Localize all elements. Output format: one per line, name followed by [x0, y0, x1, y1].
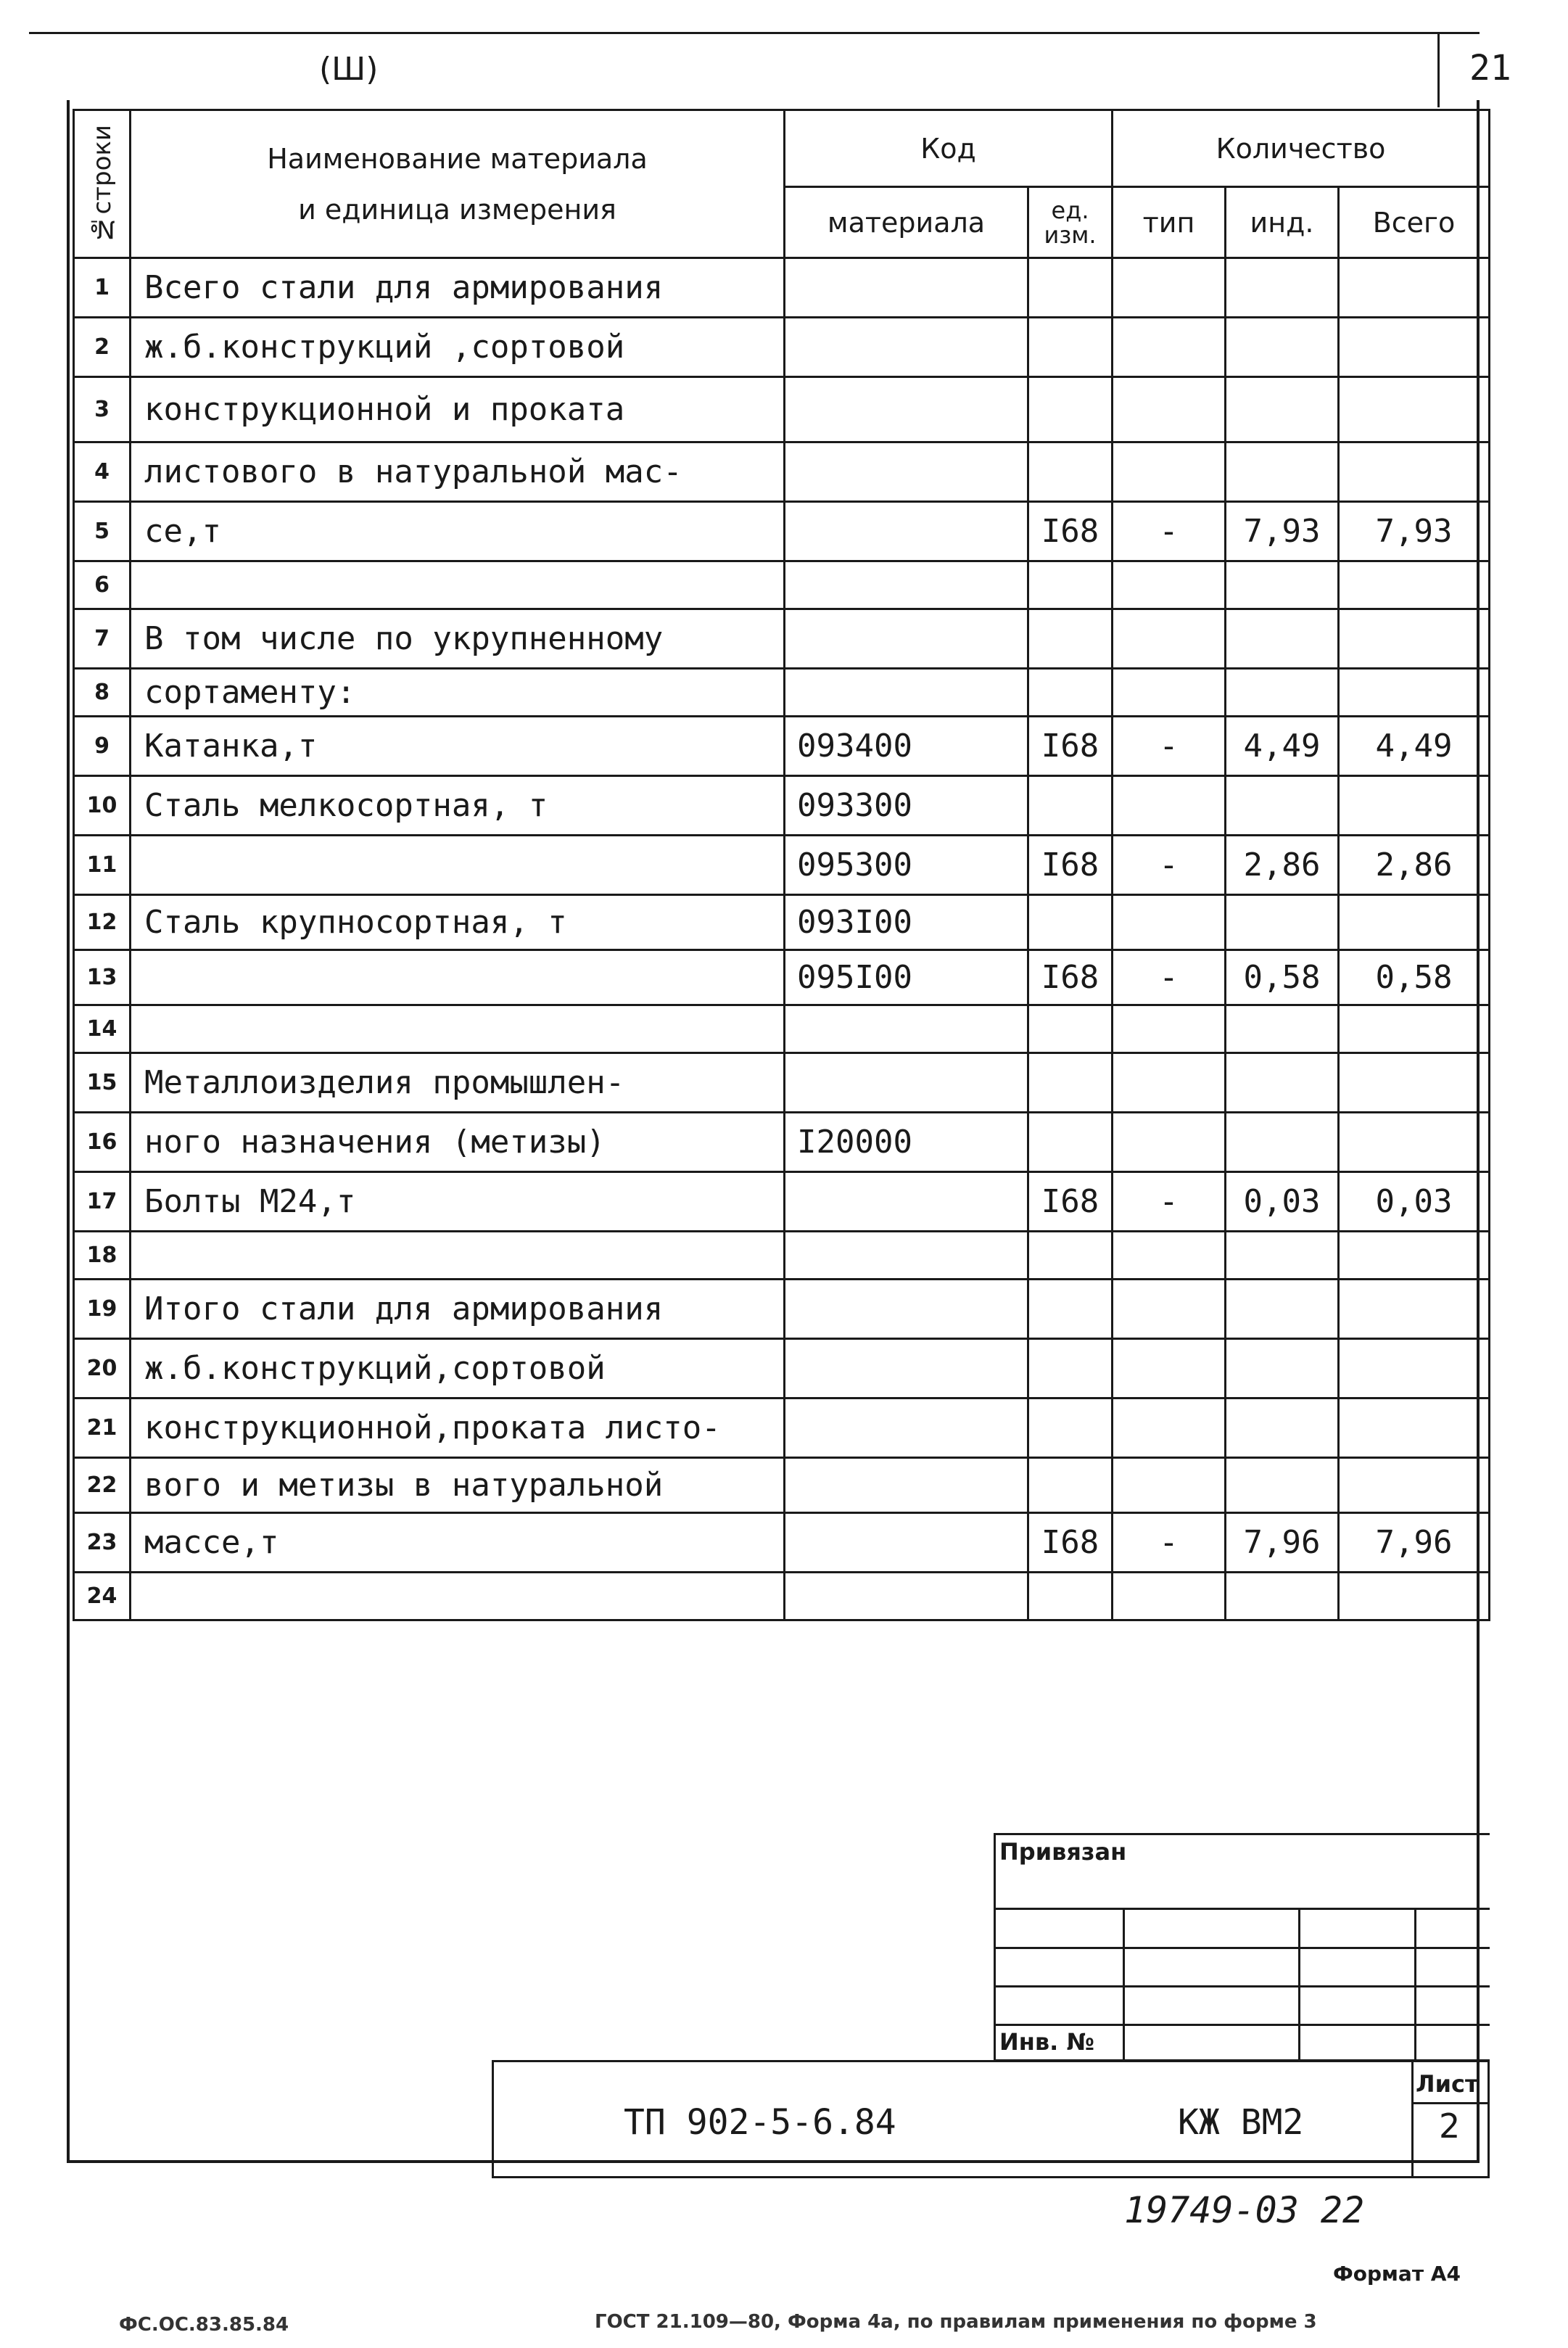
row-number: 22	[74, 1458, 131, 1513]
qty-total	[1339, 1005, 1490, 1053]
qty-ind	[1226, 895, 1339, 950]
qty-ind	[1226, 258, 1339, 318]
row-number: 21	[74, 1398, 131, 1458]
unit-code	[1028, 1398, 1113, 1458]
footer-left: ФС.ОС.83.85.84	[119, 2314, 289, 2336]
unit-code: I68	[1028, 1172, 1113, 1232]
material-code	[785, 1573, 1028, 1620]
sheet-number: 2	[1439, 2106, 1461, 2146]
material-code: 095I00	[785, 950, 1028, 1005]
table-row	[74, 1172, 1490, 1232]
material-code	[785, 1339, 1028, 1398]
material-code	[785, 1005, 1028, 1053]
code-material-header: материала	[785, 187, 1028, 258]
row-number-header: №строки	[74, 110, 131, 258]
table-row	[74, 377, 1490, 442]
material-code: 093400	[785, 717, 1028, 776]
unit-code	[1028, 318, 1113, 377]
unit-code	[1028, 1573, 1113, 1620]
row-number: 10	[74, 776, 131, 836]
material-name: ж.б.конструкций,сортовой	[131, 1339, 785, 1398]
qty-type: -	[1113, 502, 1226, 561]
code-unit-header: ед. изм.	[1028, 187, 1113, 258]
material-code	[785, 258, 1028, 318]
unit-code	[1028, 776, 1113, 836]
order-number: 19749-03 22	[1124, 2189, 1365, 2231]
qty-total	[1339, 1458, 1490, 1513]
material-code: 093300	[785, 776, 1028, 836]
material-name	[131, 836, 785, 895]
material-name: Сталь мелкосортная, т	[131, 776, 785, 836]
material-code	[785, 1053, 1028, 1113]
qty-type	[1113, 1458, 1226, 1513]
qty-type	[1113, 1573, 1226, 1620]
material-name: Металлоизделия промышлен-	[131, 1053, 785, 1113]
qty-total-header: Всего	[1339, 187, 1490, 258]
unit-code: I68	[1028, 836, 1113, 895]
row-number: 13	[74, 950, 131, 1005]
material-name	[131, 561, 785, 609]
material-code	[785, 1172, 1028, 1232]
qty-ind	[1226, 1232, 1339, 1280]
qty-type-header: тип	[1113, 187, 1226, 258]
qty-type: -	[1113, 717, 1226, 776]
unit-code: I68	[1028, 1513, 1113, 1573]
inv-label: Инв. №	[999, 2028, 1094, 2056]
table-row	[74, 442, 1490, 502]
bound-label: Привязан	[999, 1838, 1127, 1866]
qty-ind: 0,58	[1226, 950, 1339, 1005]
qty-total	[1339, 895, 1490, 950]
qty-type: -	[1113, 1172, 1226, 1232]
qty-total: 0,58	[1339, 950, 1490, 1005]
unit-code	[1028, 609, 1113, 669]
sheet-label-line	[1411, 2102, 1490, 2104]
unit-code	[1028, 258, 1113, 318]
table-row	[74, 836, 1490, 895]
row-number: 5	[74, 502, 131, 561]
row-number: 23	[74, 1513, 131, 1573]
material-code: 095300	[785, 836, 1028, 895]
material-code	[785, 442, 1028, 502]
qty-total	[1339, 1280, 1490, 1339]
name-header: Наименование материала и единица измерения	[131, 110, 785, 258]
table-row	[74, 1280, 1490, 1339]
qty-ind	[1226, 1053, 1339, 1113]
table-row	[74, 1458, 1490, 1513]
table-row	[74, 1113, 1490, 1172]
row-number: 7	[74, 609, 131, 669]
qty-ind: 7,96	[1226, 1513, 1339, 1573]
material-code: I20000	[785, 1113, 1028, 1172]
page-number: 21	[1469, 48, 1511, 88]
row-number: 8	[74, 669, 131, 717]
row-number: 20	[74, 1339, 131, 1398]
unit-code	[1028, 1339, 1113, 1398]
row-number: 4	[74, 442, 131, 502]
qty-total: 0,03	[1339, 1172, 1490, 1232]
table-row	[74, 258, 1490, 318]
row-number: 24	[74, 1573, 131, 1620]
qty-ind	[1226, 609, 1339, 669]
row-number: 11	[74, 836, 131, 895]
table-row	[74, 318, 1490, 377]
sheet-code: КЖ ВМ2	[1178, 2102, 1304, 2143]
material-name: сортаменту:	[131, 669, 785, 717]
table-row	[74, 895, 1490, 950]
unit-code	[1028, 669, 1113, 717]
qty-type	[1113, 1280, 1226, 1339]
material-name: Итого стали для армирования	[131, 1280, 785, 1339]
row-number: 6	[74, 561, 131, 609]
unit-code: I68	[1028, 950, 1113, 1005]
qty-type: -	[1113, 836, 1226, 895]
unit-code: I68	[1028, 717, 1113, 776]
qty-ind	[1226, 669, 1339, 717]
unit-code	[1028, 1005, 1113, 1053]
row-number: 15	[74, 1053, 131, 1113]
table-row	[74, 1232, 1490, 1280]
material-name: листового в натуральной мас-	[131, 442, 785, 502]
qty-type	[1113, 895, 1226, 950]
qty-ind	[1226, 1113, 1339, 1172]
unit-code	[1028, 1232, 1113, 1280]
table-row	[74, 669, 1490, 717]
table-row	[74, 502, 1490, 561]
qty-total	[1339, 258, 1490, 318]
unit-code	[1028, 1458, 1113, 1513]
format-label: Формат А4	[1333, 2262, 1461, 2286]
material-code	[785, 318, 1028, 377]
code-header: Код	[785, 110, 1113, 187]
material-name: ного назначения (метизы)	[131, 1113, 785, 1172]
material-code	[785, 377, 1028, 442]
unit-code	[1028, 1053, 1113, 1113]
material-name: Всего стали для армирования	[131, 258, 785, 318]
material-code	[785, 502, 1028, 561]
table-row	[74, 1339, 1490, 1398]
row-number: 9	[74, 717, 131, 776]
qty-ind	[1226, 1280, 1339, 1339]
qty-type: -	[1113, 1513, 1226, 1573]
material-name: вого и метизы в натуральной	[131, 1458, 785, 1513]
row-number: 16	[74, 1113, 131, 1172]
material-name: конструкционной и проката	[131, 377, 785, 442]
material-code: 093I00	[785, 895, 1028, 950]
bound-col-1	[1123, 1908, 1125, 2061]
material-code	[785, 1513, 1028, 1573]
bound-col-2	[1298, 1908, 1300, 2061]
qty-type	[1113, 1053, 1226, 1113]
qty-total	[1339, 1232, 1490, 1280]
top-label: (Ш)	[319, 51, 379, 88]
qty-type: -	[1113, 950, 1226, 1005]
table-row	[74, 1053, 1490, 1113]
table-row	[74, 1398, 1490, 1458]
spec-table	[73, 109, 1490, 1621]
unit-code	[1028, 442, 1113, 502]
unit-code	[1028, 1113, 1113, 1172]
table-row	[74, 717, 1490, 776]
qty-type	[1113, 561, 1226, 609]
spec-rows	[74, 258, 1490, 1620]
material-code	[785, 561, 1028, 609]
row-number: 2	[74, 318, 131, 377]
qty-total	[1339, 318, 1490, 377]
qty-type	[1113, 1398, 1226, 1458]
qty-total	[1339, 442, 1490, 502]
material-code	[785, 1232, 1028, 1280]
qty-total: 4,49	[1339, 717, 1490, 776]
qty-type	[1113, 669, 1226, 717]
unit-code	[1028, 1280, 1113, 1339]
row-number: 17	[74, 1172, 131, 1232]
table-row	[74, 1573, 1490, 1620]
material-name: Катанка,т	[131, 717, 785, 776]
qty-total	[1339, 1573, 1490, 1620]
qty-type	[1113, 1113, 1226, 1172]
row-number: 14	[74, 1005, 131, 1053]
qty-type	[1113, 776, 1226, 836]
quantity-header: Количество	[1113, 110, 1490, 187]
page-number-divider	[1437, 33, 1440, 107]
material-name	[131, 1573, 785, 1620]
material-name	[131, 950, 785, 1005]
qty-total	[1339, 1053, 1490, 1113]
qty-total: 2,86	[1339, 836, 1490, 895]
bound-col-3	[1414, 1908, 1416, 2061]
qty-type	[1113, 1339, 1226, 1398]
table-row	[74, 776, 1490, 836]
qty-total	[1339, 1398, 1490, 1458]
material-code	[785, 609, 1028, 669]
doc-code: ТП 902-5-6.84	[624, 2102, 896, 2143]
material-name: конструкционной,проката листо-	[131, 1398, 785, 1458]
qty-total	[1339, 561, 1490, 609]
material-code	[785, 1398, 1028, 1458]
material-name: В том числе по укрупненному	[131, 609, 785, 669]
qty-ind-header: инд.	[1226, 187, 1339, 258]
qty-ind: 0,03	[1226, 1172, 1339, 1232]
qty-total	[1339, 609, 1490, 669]
table-row	[74, 950, 1490, 1005]
table-row	[74, 609, 1490, 669]
material-code	[785, 669, 1028, 717]
table-row	[74, 1005, 1490, 1053]
qty-ind	[1226, 1005, 1339, 1053]
qty-total	[1339, 1339, 1490, 1398]
qty-ind	[1226, 318, 1339, 377]
row-number: 1	[74, 258, 131, 318]
qty-ind	[1226, 1573, 1339, 1620]
table-row	[74, 561, 1490, 609]
qty-total	[1339, 377, 1490, 442]
qty-total: 7,93	[1339, 502, 1490, 561]
table-row	[74, 1513, 1490, 1573]
material-name	[131, 1232, 785, 1280]
qty-type	[1113, 377, 1226, 442]
qty-total: 7,96	[1339, 1513, 1490, 1573]
unit-code	[1028, 895, 1113, 950]
qty-type	[1113, 442, 1226, 502]
qty-ind	[1226, 1398, 1339, 1458]
qty-ind: 2,86	[1226, 836, 1339, 895]
top-border	[29, 32, 1480, 34]
material-code	[785, 1458, 1028, 1513]
qty-ind: 7,93	[1226, 502, 1339, 561]
material-name: ж.б.конструкций ,сортовой	[131, 318, 785, 377]
qty-ind	[1226, 776, 1339, 836]
qty-total	[1339, 776, 1490, 836]
row-number: 3	[74, 377, 131, 442]
qty-type	[1113, 609, 1226, 669]
qty-type	[1113, 1232, 1226, 1280]
qty-ind	[1226, 561, 1339, 609]
unit-code: I68	[1028, 502, 1113, 561]
material-name: се,т	[131, 502, 785, 561]
row-number: 19	[74, 1280, 131, 1339]
material-name	[131, 1005, 785, 1053]
qty-type	[1113, 258, 1226, 318]
qty-ind	[1226, 442, 1339, 502]
row-number: 18	[74, 1232, 131, 1280]
unit-code	[1028, 561, 1113, 609]
material-code	[785, 1280, 1028, 1339]
unit-code	[1028, 377, 1113, 442]
sheet-label: Лист	[1416, 2070, 1479, 2098]
qty-ind	[1226, 377, 1339, 442]
doc-stamp-divider	[1411, 2060, 1414, 2178]
material-name: Болты М24,т	[131, 1172, 785, 1232]
qty-ind: 4,49	[1226, 717, 1339, 776]
qty-type	[1113, 1005, 1226, 1053]
footer-right: ГОСТ 21.109—80, Форма 4а, по правилам применения по форме 3	[595, 2311, 1317, 2333]
qty-total	[1339, 669, 1490, 717]
material-name: Сталь крупносортная, т	[131, 895, 785, 950]
material-name: массе,т	[131, 1513, 785, 1573]
qty-total	[1339, 1113, 1490, 1172]
qty-ind	[1226, 1458, 1339, 1513]
qty-type	[1113, 318, 1226, 377]
qty-ind	[1226, 1339, 1339, 1398]
row-number: 12	[74, 895, 131, 950]
